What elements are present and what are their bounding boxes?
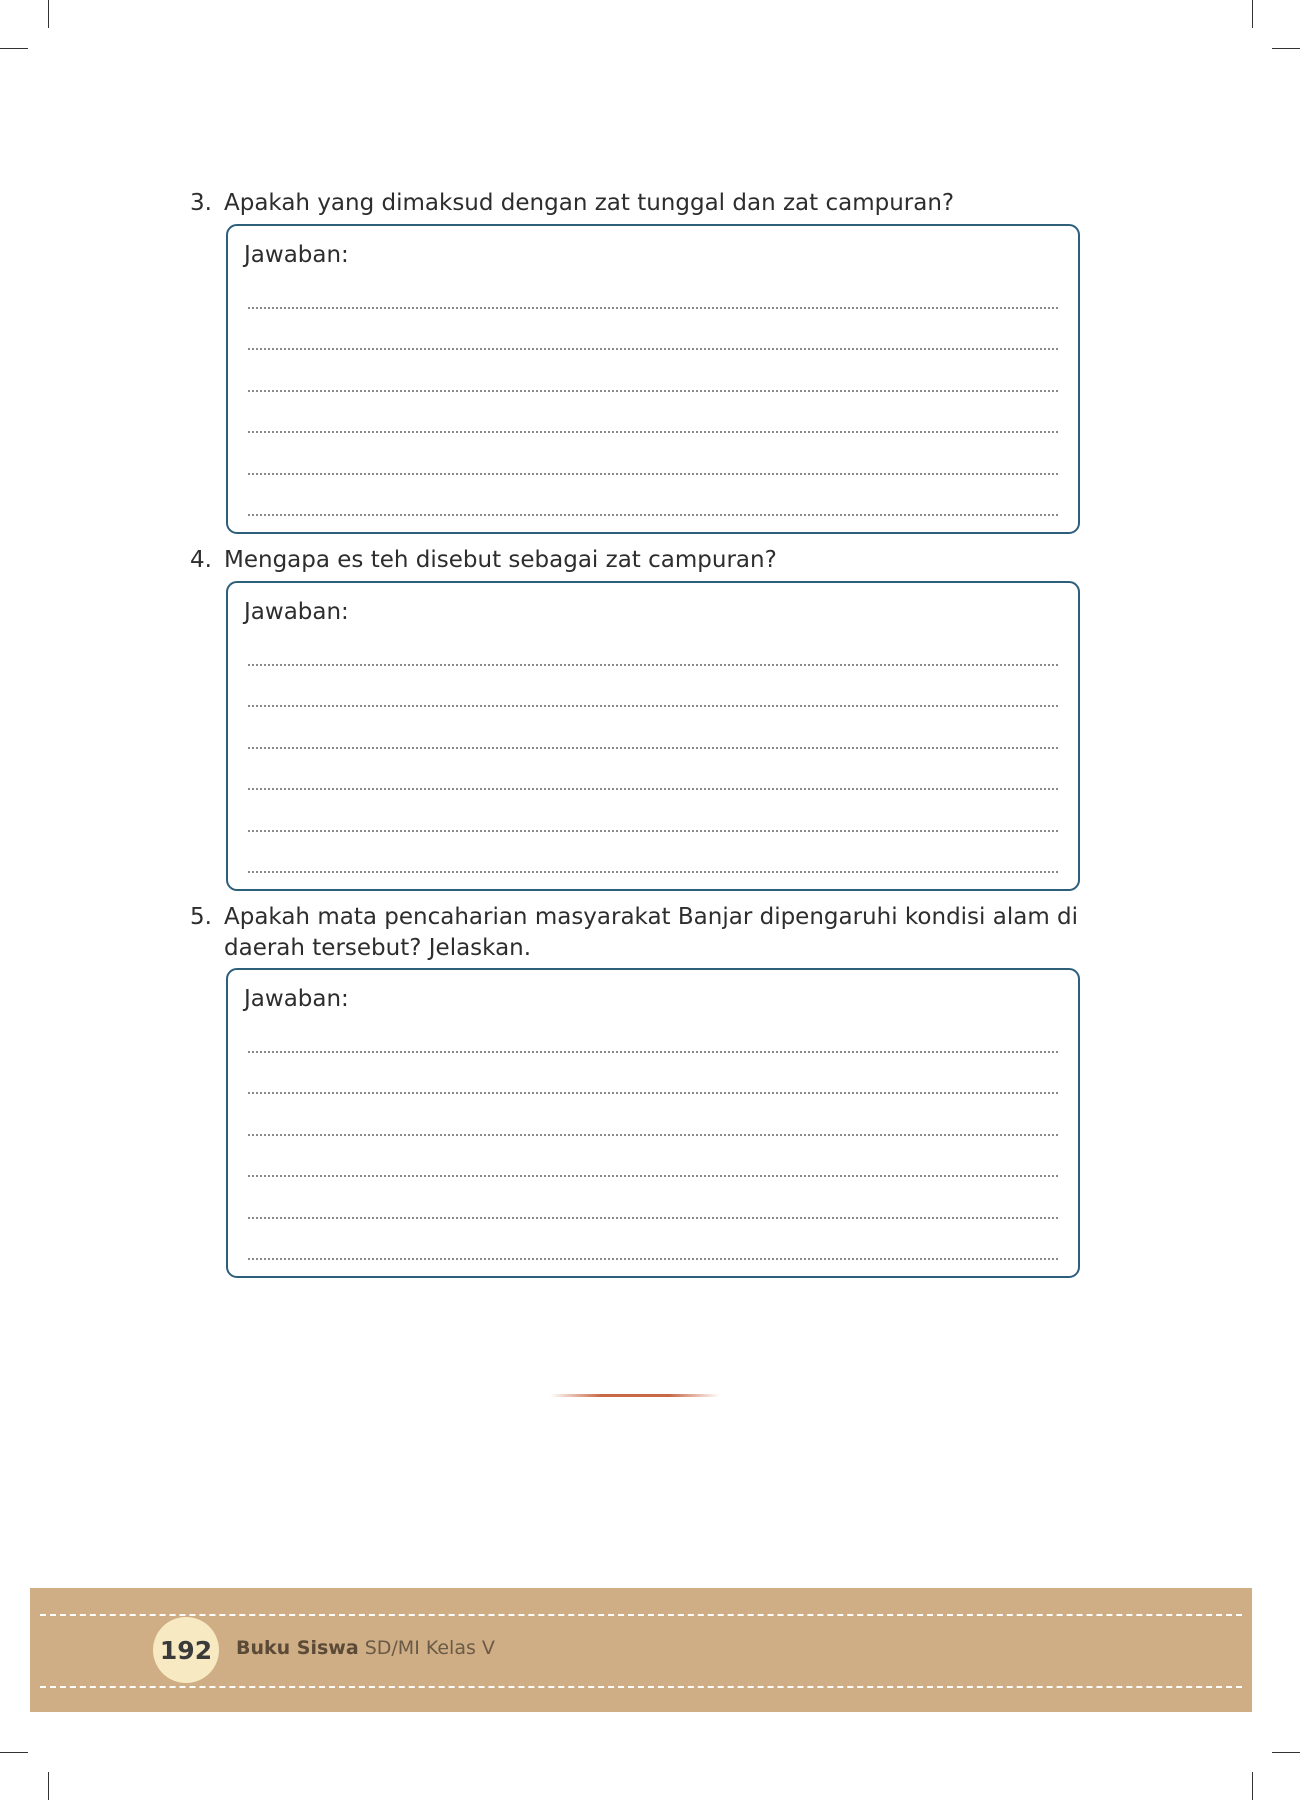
answer-line[interactable] (248, 664, 1058, 666)
question-text-line-2: daerah tersebut? Jelaskan. (224, 935, 532, 961)
answer-line[interactable] (248, 747, 1058, 749)
crop-mark (1272, 48, 1300, 49)
question-number: 3. (190, 190, 212, 216)
answer-line[interactable] (248, 1134, 1058, 1136)
answer-line[interactable] (248, 348, 1058, 350)
crop-mark (48, 0, 49, 28)
crop-mark (1252, 0, 1253, 28)
question-number: 4. (190, 547, 212, 573)
answer-label: Jawaban: (244, 599, 349, 625)
answer-line[interactable] (248, 1258, 1058, 1260)
crop-mark (48, 1772, 49, 1800)
footer-dashed-line-bottom (40, 1686, 1242, 1688)
answer-box-3[interactable] (226, 224, 1080, 534)
crop-mark (0, 1752, 28, 1753)
answer-line[interactable] (248, 307, 1058, 309)
answer-label: Jawaban: (244, 986, 349, 1012)
footer-dashed-line-top (40, 1614, 1242, 1616)
answer-line[interactable] (248, 830, 1058, 832)
question-4 (190, 545, 1080, 576)
answer-line[interactable] (248, 431, 1058, 433)
book-title (236, 1637, 495, 1659)
page-number: 192 (159, 1635, 213, 1665)
answer-line[interactable] (248, 1051, 1058, 1053)
answer-line[interactable] (248, 1092, 1058, 1094)
page-number-badge (153, 1617, 219, 1683)
book-title-bold: Buku Siswa (236, 1637, 359, 1659)
question-text-line-1: Apakah mata pencaharian masyarakat Banjar dipengaruhi kondisi alam di (224, 904, 1079, 930)
crop-mark (1252, 1772, 1253, 1800)
question-3 (190, 188, 1080, 219)
question-text: Mengapa es teh disebut sebagai zat campuran? (224, 547, 777, 573)
answer-line[interactable] (248, 788, 1058, 790)
answer-box-4[interactable] (226, 581, 1080, 891)
question-text: Apakah yang dimaksud dengan zat tunggal dan zat campuran? (224, 190, 955, 216)
answer-box-5[interactable] (226, 968, 1080, 1278)
answer-line[interactable] (248, 871, 1058, 873)
answer-line[interactable] (248, 1175, 1058, 1177)
answer-line[interactable] (248, 1217, 1058, 1219)
question-number: 5. (190, 904, 212, 930)
book-title-rest: SD/MI Kelas V (358, 1637, 495, 1659)
footer-band (30, 1588, 1252, 1712)
crop-mark (0, 48, 28, 49)
divider-ornament (550, 1394, 720, 1397)
answer-line[interactable] (248, 390, 1058, 392)
answer-line[interactable] (248, 473, 1058, 475)
answer-line[interactable] (248, 514, 1058, 516)
question-5 (190, 902, 1080, 964)
crop-mark (1272, 1752, 1300, 1753)
answer-label: Jawaban: (244, 242, 349, 268)
answer-line[interactable] (248, 705, 1058, 707)
